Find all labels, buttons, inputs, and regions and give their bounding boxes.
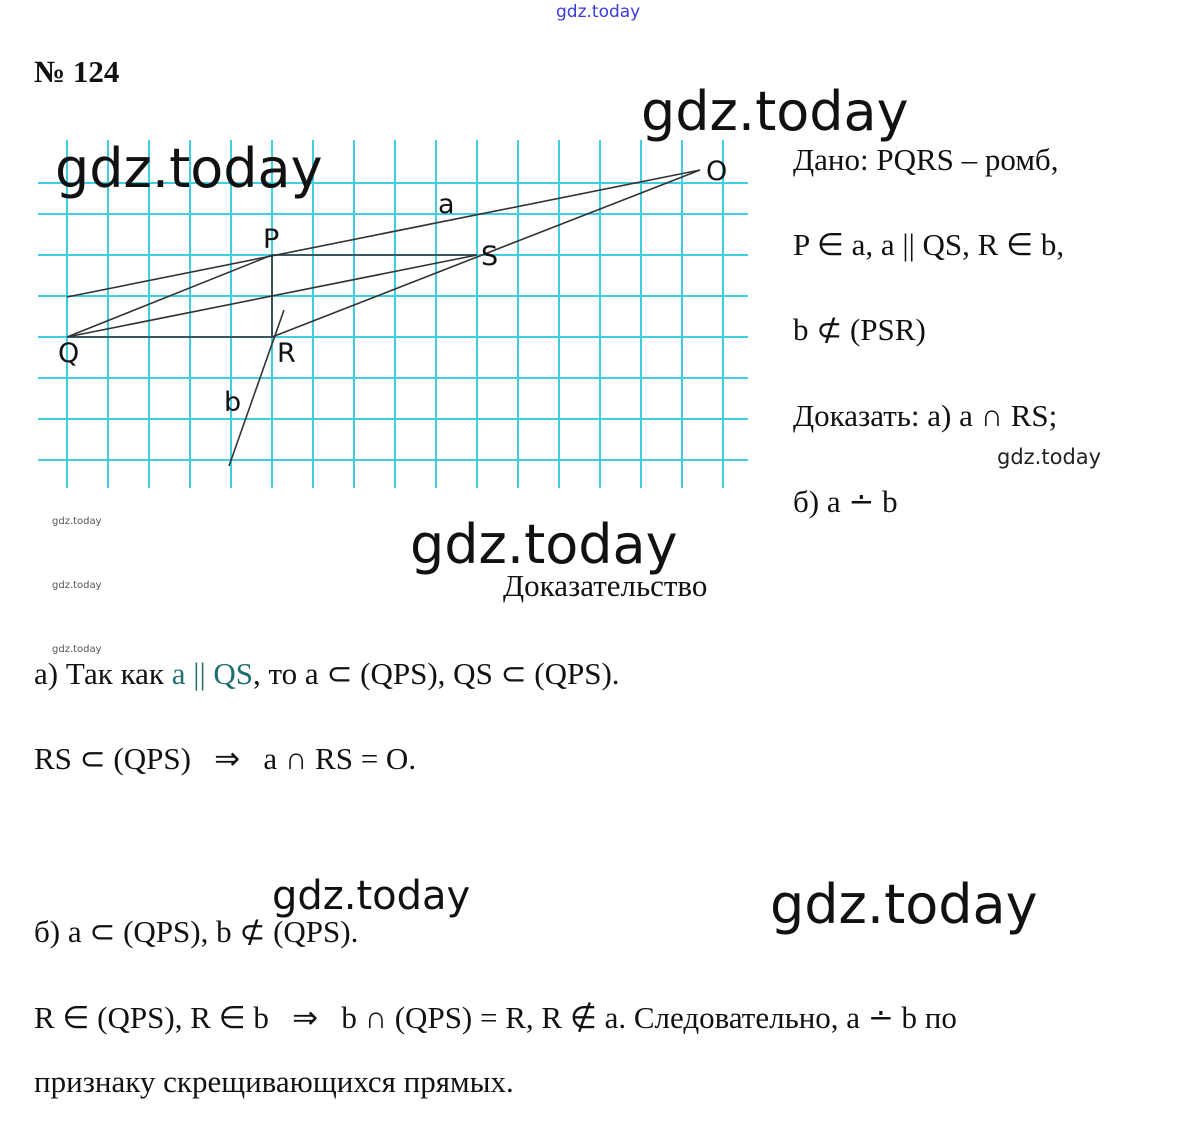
proof-b-line-1: б) a ⊂ (QPS), b ⊄ (QPS). <box>34 914 359 949</box>
label-b: b <box>224 387 242 418</box>
proof-a-line-1-highlight: a || QS <box>171 656 254 691</box>
proof-a-line-1 <box>34 656 620 692</box>
given-line-1: Дано: PQRS – ромб, <box>793 142 1059 177</box>
proof-a-line-2: RS ⊂ (QPS) ⇒ a ∩ RS = O. <box>34 741 417 776</box>
watermark-middle: gdz.today <box>410 513 678 576</box>
given-line-4: Доказать: а) a ∩ RS; <box>793 398 1058 433</box>
given-line-3: b ⊄ (PSR) <box>793 312 926 347</box>
label-r: R <box>277 338 296 369</box>
proof-b-line-2: R ∈ (QPS), R ∈ b ⇒ b ∩ (QPS) = R, R ∉ a. Следовательно, a ∸ b по <box>34 1000 957 1035</box>
label-q: Q <box>58 338 80 369</box>
label-a: a <box>438 189 455 220</box>
watermark-top: gdz.today <box>556 2 641 22</box>
watermark-tiny-2: gdz.today <box>52 580 102 591</box>
proof-a-line-1-post: , то a ⊂ (QPS), QS ⊂ (QPS). <box>253 656 620 691</box>
label-s: S <box>481 241 499 272</box>
watermark-lower-mid: gdz.today <box>272 873 471 919</box>
watermark-right-small: gdz.today <box>997 445 1102 469</box>
watermark-tiny-3: gdz.today <box>52 644 102 655</box>
watermark-tiny-1: gdz.today <box>52 516 102 527</box>
watermark-big-left: gdz.today <box>55 137 323 200</box>
proof-b-line-3: признаку скрещивающихся прямых. <box>34 1064 514 1099</box>
problem-number: № 124 <box>34 54 120 89</box>
label-o: O <box>706 156 728 187</box>
given-line-2: P ∈ a, a || QS, R ∈ b, <box>793 227 1065 262</box>
label-p: P <box>263 224 280 255</box>
proof-caption: Доказательство <box>503 568 708 603</box>
given-line-5: б) a ∸ b <box>793 484 898 519</box>
proof-a-line-1-pre: а) Так как <box>34 656 172 691</box>
watermark-lower-right: gdz.today <box>770 873 1038 936</box>
watermark-big-right: gdz.today <box>641 80 909 143</box>
